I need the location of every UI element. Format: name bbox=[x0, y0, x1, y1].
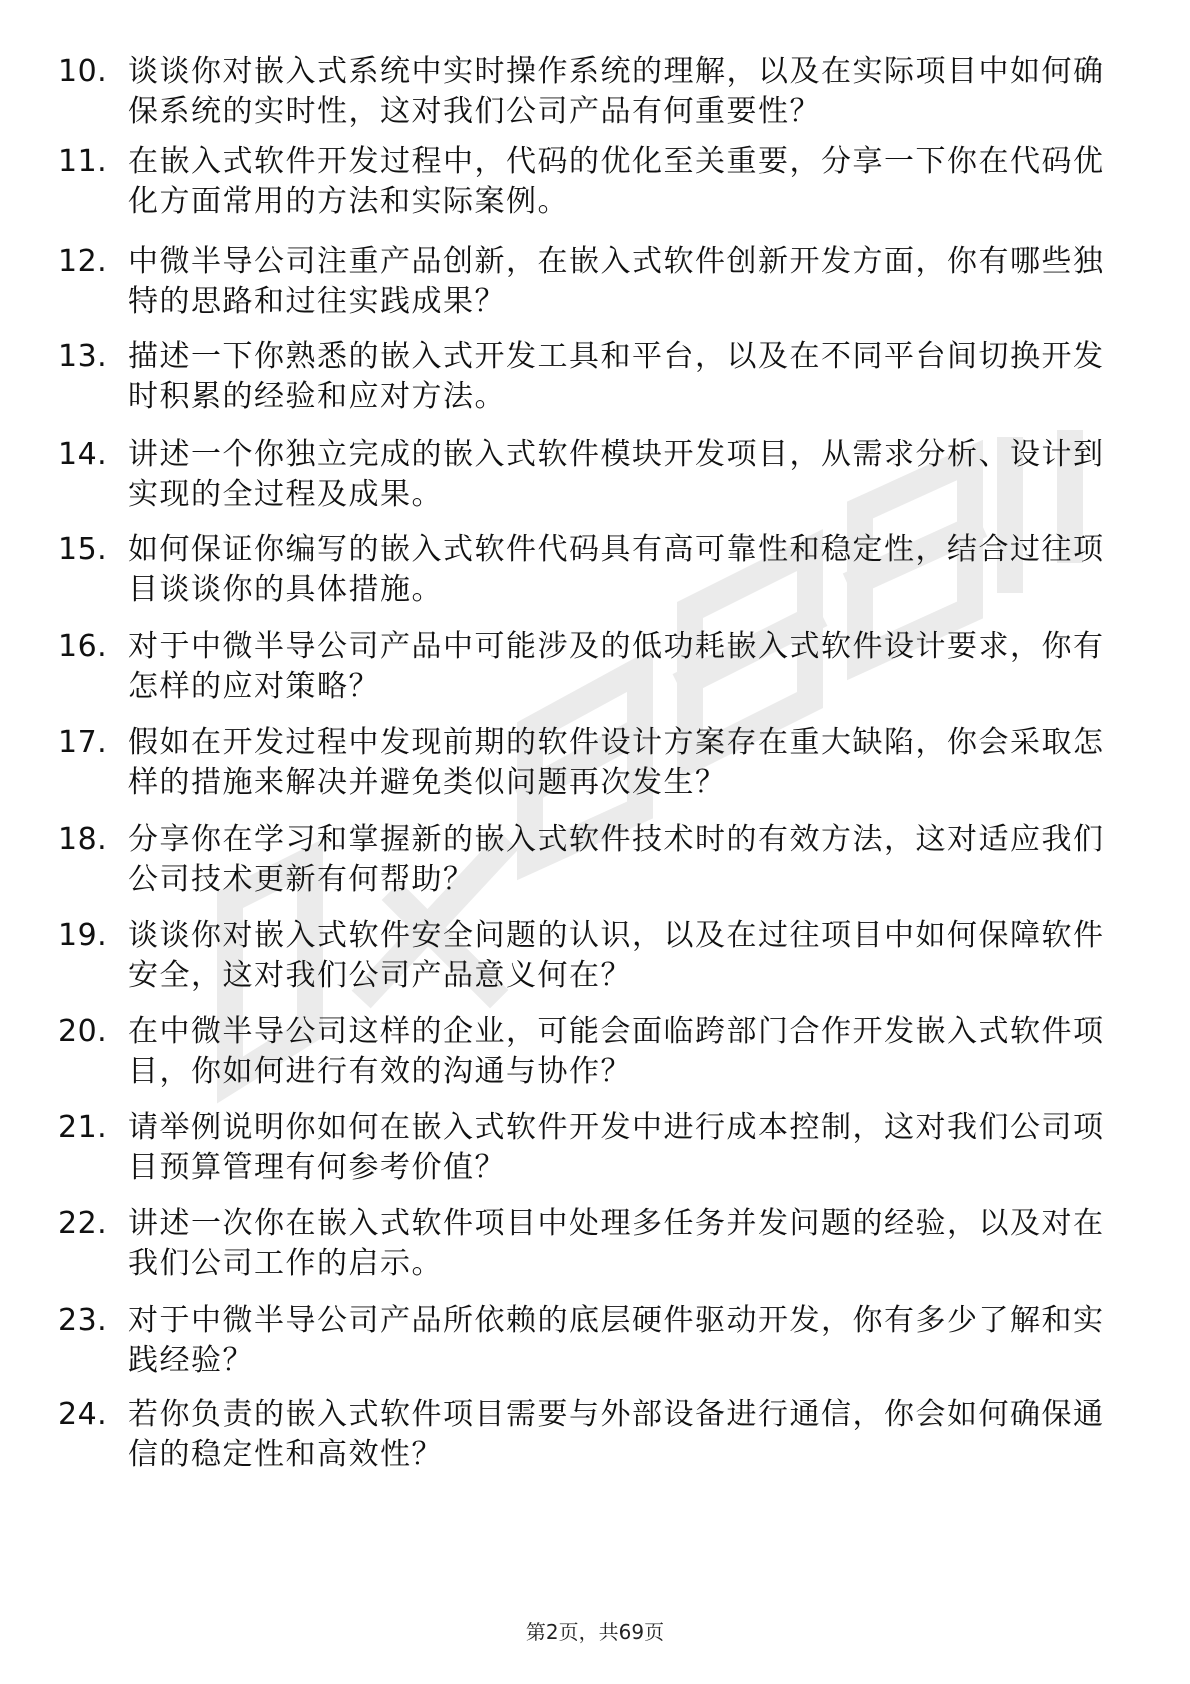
question-text: 谈谈你对嵌入式系统中实时操作系统的理解，以及在实际项目中如何确保系统的实时性，这对我们公司产品有何重要性？ bbox=[128, 54, 1105, 129]
question-item bbox=[0, 435, 1190, 525]
question-item bbox=[0, 242, 1190, 332]
question-item bbox=[0, 530, 1190, 620]
question-number: 18. bbox=[58, 822, 108, 857]
question-item bbox=[0, 1395, 1190, 1485]
question-number: 11. bbox=[58, 144, 108, 179]
question-number: 13. bbox=[58, 339, 108, 374]
question-number: 17. bbox=[58, 725, 108, 760]
question-item bbox=[0, 1108, 1190, 1198]
question-number: 23. bbox=[58, 1303, 108, 1338]
question-item bbox=[0, 52, 1190, 142]
question-item bbox=[0, 1204, 1190, 1294]
page-footer: 第2页，共69页 bbox=[525, 1620, 665, 1644]
question-text: 谈谈你对嵌入式软件安全问题的认识，以及在过往项目中如何保障软件安全，这对我们公司产品意义何在？ bbox=[128, 918, 1105, 993]
question-text: 对于中微半导公司产品中可能涉及的低功耗嵌入式软件设计要求，你有怎样的应对策略？ bbox=[128, 629, 1105, 704]
question-item bbox=[0, 723, 1190, 813]
question-item bbox=[0, 627, 1190, 717]
question-item bbox=[0, 337, 1190, 427]
question-text: 讲述一次你在嵌入式软件项目中处理多任务并发问题的经验，以及对在我们公司工作的启示。 bbox=[128, 1206, 1105, 1281]
question-item bbox=[0, 142, 1190, 232]
question-item bbox=[0, 1012, 1190, 1102]
question-text: 在嵌入式软件开发过程中，代码的优化至关重要，分享一下你在代码优化方面常用的方法和实际案例。 bbox=[128, 144, 1105, 219]
question-number: 10. bbox=[58, 54, 108, 89]
question-text: 请举例说明你如何在嵌入式软件开发中进行成本控制，这对我们公司项目预算管理有何参考价值？ bbox=[128, 1110, 1105, 1185]
question-number: 16. bbox=[58, 629, 108, 664]
question-text: 如何保证你编写的嵌入式软件代码具有高可靠性和稳定性，结合过往项目谈谈你的具体措施。 bbox=[128, 532, 1105, 607]
question-text: 对于中微半导公司产品所依赖的底层硬件驱动开发，你有多少了解和实践经验？ bbox=[128, 1303, 1105, 1378]
question-number: 24. bbox=[58, 1397, 108, 1432]
question-item bbox=[0, 916, 1190, 1006]
question-text: 若你负责的嵌入式软件项目需要与外部设备进行通信，你会如何确保通信的稳定性和高效性？ bbox=[128, 1397, 1105, 1472]
question-number: 19. bbox=[58, 918, 108, 953]
question-item bbox=[0, 820, 1190, 910]
question-number: 12. bbox=[58, 244, 108, 279]
question-text: 中微半导公司注重产品创新，在嵌入式软件创新开发方面，你有哪些独特的思路和过往实践成果？ bbox=[128, 244, 1105, 319]
question-number: 15. bbox=[58, 532, 108, 567]
question-text: 在中微半导公司这样的企业，可能会面临跨部门合作开发嵌入式软件项目，你如何进行有效的沟通与协作？ bbox=[128, 1014, 1105, 1089]
question-item bbox=[0, 1301, 1190, 1391]
question-text: 讲述一个你独立完成的嵌入式软件模块开发项目，从需求分析、设计到实现的全过程及成果。 bbox=[128, 437, 1105, 512]
question-number: 14. bbox=[58, 437, 108, 472]
question-text: 分享你在学习和掌握新的嵌入式软件技术时的有效方法，这对适应我们公司技术更新有何帮助？ bbox=[128, 822, 1105, 897]
question-text: 描述一下你熟悉的嵌入式开发工具和平台，以及在不同平台间切换开发时积累的经验和应对方法。 bbox=[128, 339, 1105, 414]
question-number: 22. bbox=[58, 1206, 108, 1241]
question-text: 假如在开发过程中发现前期的软件设计方案存在重大缺陷，你会采取怎样的措施来解决并避免类似问题再次发生？ bbox=[128, 725, 1105, 800]
question-number: 21. bbox=[58, 1110, 108, 1145]
question-number: 20. bbox=[58, 1014, 108, 1049]
